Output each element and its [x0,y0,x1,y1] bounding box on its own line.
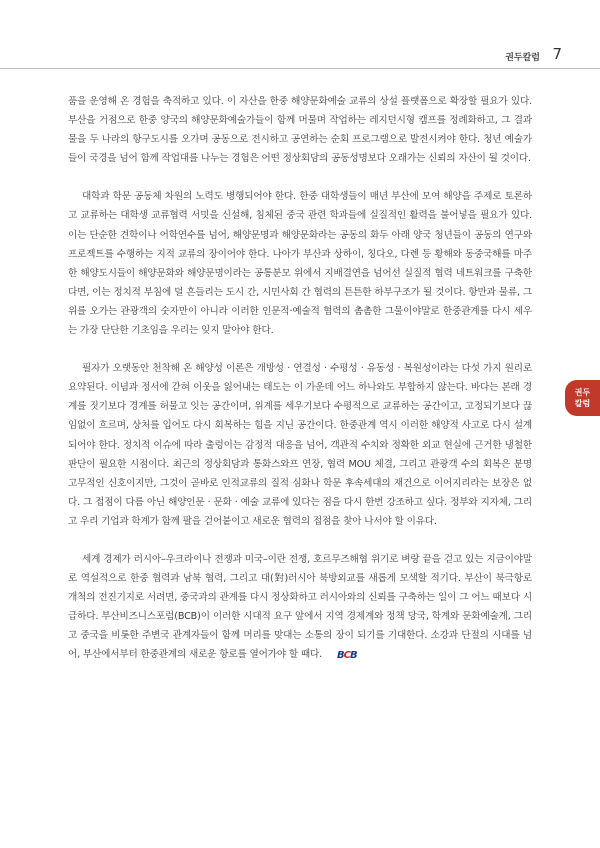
paragraph-1: 품을 운영해 온 경험을 축적하고 있다. 이 자산을 한중 해양문화예술 교류의 상설 플랫폼으로 확장할 필요가 있다. 부산을 거점으로 한중 양국의 해양문화예술가들이 함께 머물며 작업하는 레지던시형 캠프를 정례화하고, 그 결과물을 두 나라의 항구도시를 오가며 공동으로 전시하고 공연하는 순회 프로그램으로 발전시켜야 한다. 청년 예술가들이 국경을 넘어 함께 작업대를 나누는 경험은 어떤 정상회담의 공동성명보다 오래가는 신뢰의 자산이 될 것이다. [68,96,532,165]
article-body [68,92,532,685]
side-tab-line1: 권두 [574,388,591,397]
side-tab-line2: 칼럼 [574,399,591,408]
header-divider [0,68,600,69]
page-number: 7 [552,45,562,63]
paragraph-4 [68,550,532,666]
paragraph-3: 필자가 오랫동안 천착해 온 해양성 이론은 개방성 · 연결성 · 수평성 · 유동성 · 복원성이라는 다섯 가지 원리로 요약된다. 이념과 정서에 갇혀 이웃을 잃어내는 태도는 이 가운데 어느 하나와도 부합하지 않는다. 바다는 본래 경계를 짓기보다 경계를 허물고 잇는 공간이며, 위계를 세우기보다 수평적으로 교류하는 공간이고, 고정되기보다 끊임없이 흐르며, 상처를 입어도 다시 회복하는 힘을 지닌 공간이다. 한중관계 역시 이러한 해양적 사고로 다시 설계되어야 한다. 정치적 이슈에 따라 출렁이는 감정적 대응을 넘어, 객관적 수치와 정확한 외교 현실에 근거한 냉철한 판단이 필요한 시점이다. 최근의 정상회담과 통화스와프 연장, 협력 MOU 체결, 그리고 관광객 수의 회복은 분명 고무적인 신호이지만, 그것이 곧바로 인적교류의 질적 심화나 학문 후속세대의 재건으로 이어지리라는 보장은 없다. 그 접점이 다름 아닌 해양인문 · 문화 · 예술 교류에 있다는 점을 다시 한번 강조하고 싶다. 정부와 지자체, 그리고 우리 기업과 학계가 함께 팔을 걷어붙이고 새로운 협력의 접점을 찾아 나서야 할 이유다. [68,363,532,527]
paragraph-4-text: 세계 경제가 러시아–우크라이나 전쟁과 미국–이란 전쟁, 호르무즈해협 위기로 벼랑 끝을 걷고 있는 지금이야말로 역설적으로 한중 협력과 남북 협력, 그리고 대(對)러시아 북방외교를 새롭게 모색할 적기다. 부산이 북극항로 개척의 전진기지로 서려면, 중국과의 관계를 다시 정상화하고 러시아와의 신뢰를 구축하는 일이 그 어느 때보다 시급하다. 부산비즈니스포럼(BCB)이 이러한 시대적 요구 앞에서 지역 경제계와 정책 당국, 학계와 문화예술계, 그리고 중국을 비롯한 주변국 관계자들이 함께 머리를 맞대는 소통의 장이 되기를 기대한다. 소강과 단절의 시대를 넘어, 부산에서부터 한중관계의 새로운 항로를 열어가야 할 때다. [68,553,532,661]
section-side-tab [565,380,600,416]
bcb-logo: BCB [337,650,357,662]
paragraph-2: 대학과 학문 공동체 차원의 노력도 병행되어야 한다. 한중 대학생들이 매년 부산에 모여 해양을 주제로 토론하고 교류하는 대학생 교류협력 서밋을 신설해, 침체된 중국 관련 학과들에 실질적인 활력을 불어넣을 필요가 있다. 이는 단순한 견학이나 어학연수를 넘어, 해양문명과 해양문화라는 공동의 화두 아래 양국 청년들이 공동의 연구와 프로젝트를 수행하는 지적 교류의 장이어야 한다. 나아가 부산과 상하이, 칭다오, 다롄 등 황해와 동중국해를 마주한 해양도시들이 해양문화와 해양문명이라는 공통분모 위에서 지배결연을 넘어선 실질적 협력 네트워크를 구축한다면, 이는 정치적 부침에 덜 흔들리는 도시 간, 시민사회 간 협력의 튼튼한 하부구조가 될 것이다. 항만과 물류, 그 위를 오가는 관광객의 숫자만이 아니라 이러한 인문적·예술적 협력의 촘촘한 그물이야말로 한중관계를 다시 세우는 가장 단단한 기초임을 우리는 잊지 말아야 한다. [68,191,532,337]
section-title: 권두칼럼 [505,53,540,63]
